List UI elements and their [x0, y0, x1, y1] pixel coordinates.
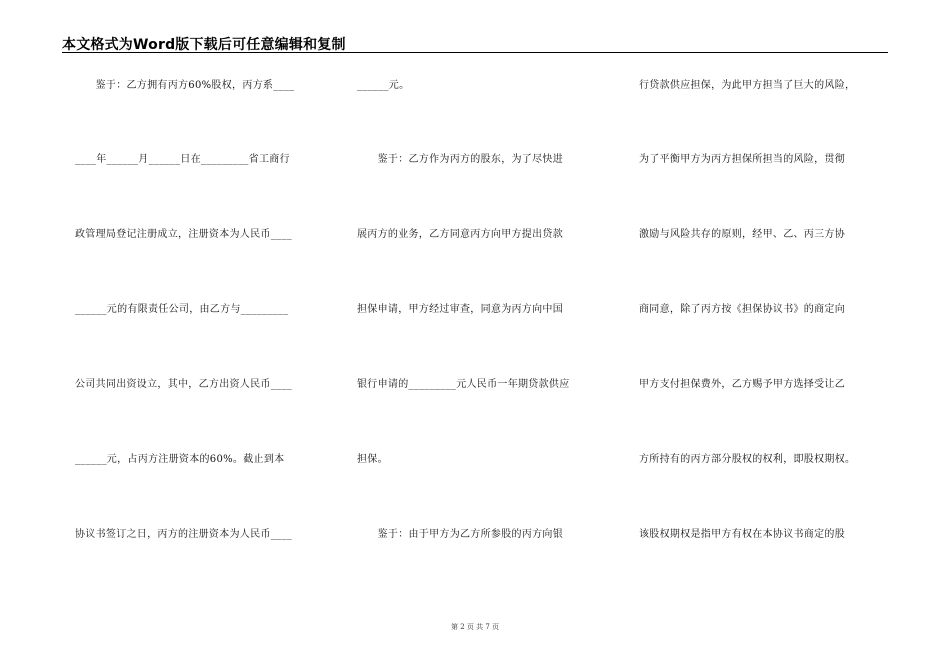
text-line: ______元，占丙方注册资本的60%。截止到本 [75, 454, 285, 465]
header-divider [62, 52, 888, 53]
text-line: 担保申请，甲方经过审查，同意为丙方向中国 [357, 304, 563, 315]
text-line: 政管理局登记注册成立，注册资本为人民币____ [75, 229, 292, 240]
text-line: 激励与风险共存的原则，经甲、乙、丙三方协 [639, 229, 845, 240]
text-line: 行贷款供应担保，为此甲方担当了巨大的风险， [639, 80, 856, 91]
text-line: 银行申请的_________元人民币一年期贷款供应 [357, 379, 570, 390]
text-line: 担保。 [357, 454, 388, 465]
document-header: 本文格式为Word版下载后可任意编辑和复制 [62, 37, 346, 53]
text-line: 为了平衡甲方为丙方担保所担当的风险，贯彻 [639, 154, 845, 165]
text-line: 公司共同出资设立，其中，乙方出资人民币____ [75, 379, 292, 390]
text-line: ______元。 [357, 80, 410, 91]
text-line: 甲方支付担保费外，乙方赐予甲方选择受让乙 [639, 379, 845, 390]
text-line: ____年______月______日在_________省工商行 [75, 154, 290, 165]
page-number: 第 2 页 共 7 页 [450, 623, 500, 631]
text-line: 鉴于：由于甲方为乙方所参股的丙方向银 [357, 529, 563, 540]
text-line: 方所持有的丙方部分股权的权利，即股权期权。 [639, 454, 856, 465]
text-line: 协议书签订之日，丙方的注册资本为人民币____ [75, 529, 292, 540]
text-line: 商同意，除了丙方按《担保协议书》的商定向 [639, 304, 845, 315]
text-line: 该股权期权是指甲方有权在本协议书商定的股 [639, 529, 845, 540]
text-line: 展丙方的业务，乙方同意丙方向甲方提出贷款 [357, 229, 563, 240]
text-line: 鉴于：乙方作为丙方的股东，为了尽快进 [357, 154, 563, 165]
text-line: 鉴于：乙方拥有丙方60%股权，丙方系____ [75, 80, 295, 91]
text-line: ______元的有限责任公司，由乙方与_________ [75, 304, 289, 315]
